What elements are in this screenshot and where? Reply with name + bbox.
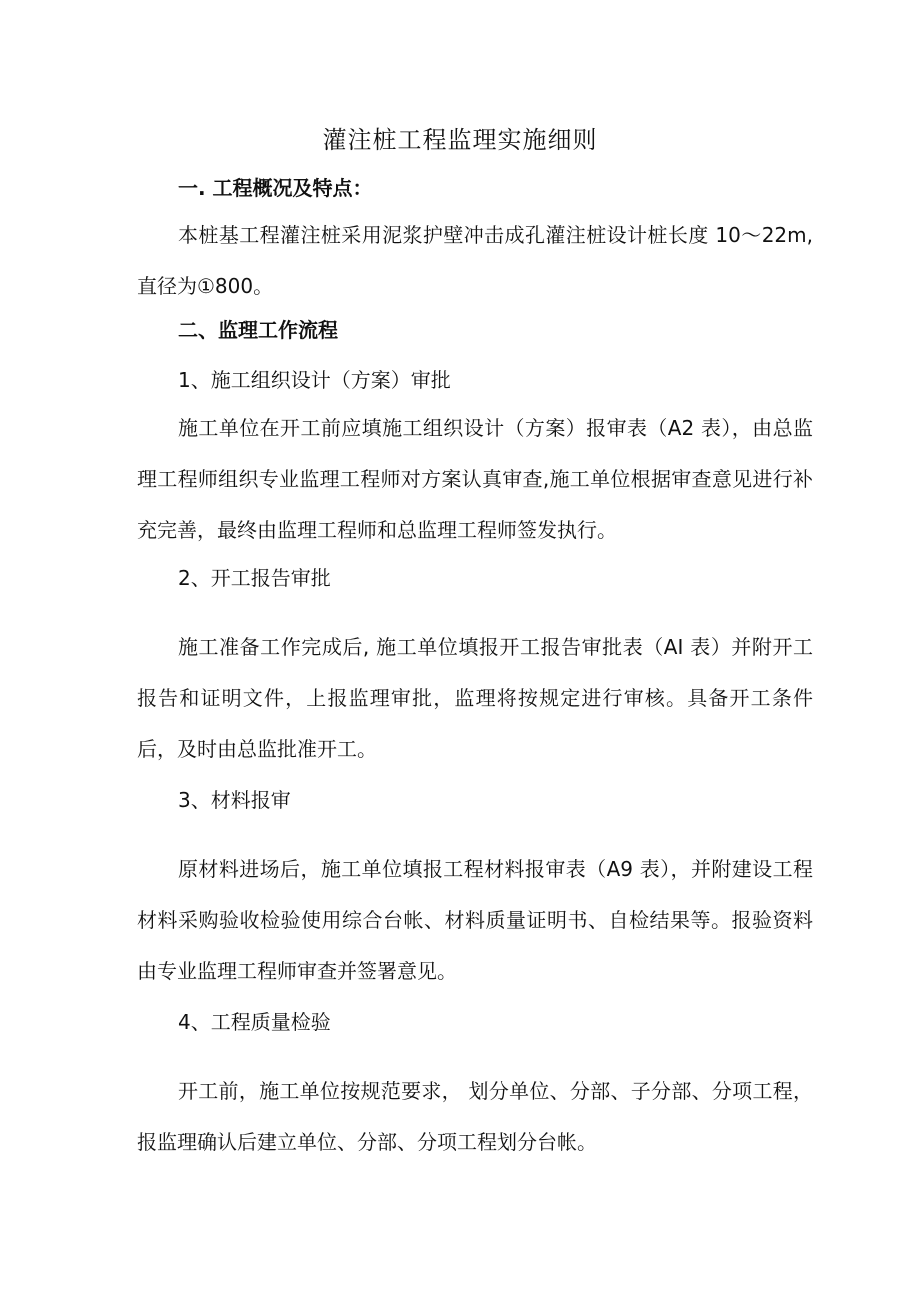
subheading-construction-plan-approval: 1、施工组织设计（方案）审批 bbox=[178, 368, 451, 392]
overview-paragraph: 本桩基工程灌注桩采用泥浆护壁冲击成孔灌注桩设计桩长度 10～22m, 直径为①800。 bbox=[137, 223, 813, 298]
subheading-quality-inspection: 4、工程质量检验 bbox=[178, 1010, 331, 1034]
paragraph-material-review: 原材料进场后，施工单位填报工程材料报审表（A9 表），并附建设工程材料采购验收检验使用综合台帐、材料质量证明书、自检结果等。报验资料由专业监理工程师审查并签署意见。 bbox=[137, 857, 813, 983]
paragraph-construction-plan-approval: 施工单位在开工前应填施工组织设计（方案）报审表（A2 表），由总监理工程师组织专业监理工程师对方案认真审查,施工单位根据审查意见进行补充完善，最终由监理工程师和总监理工程师签发执行。 bbox=[137, 416, 813, 542]
section-heading-workflow: 二、监理工作流程 bbox=[178, 318, 338, 342]
paragraph-quality-inspection: 开工前，施工单位按规范要求， 划分单位、分部、子分部、分项工程，报监理确认后建立单位、分部、分项工程划分台帐。 bbox=[137, 1079, 813, 1154]
subheading-material-review: 3、材料报审 bbox=[178, 788, 291, 812]
section-heading-overview: 一. 工程概况及特点： bbox=[178, 176, 373, 200]
subheading-start-report-approval: 2、开工报告审批 bbox=[178, 566, 331, 590]
document-title: 灌注桩工程监理实施细则 bbox=[322, 126, 598, 154]
paragraph-start-report-approval: 施工准备工作完成后, 施工单位填报开工报告审批表（AI 表）并附开工报告和证明文件，上报监理审批，监理将按规定进行审核。具备开工条件后，及时由总监批准开工。 bbox=[137, 635, 813, 761]
